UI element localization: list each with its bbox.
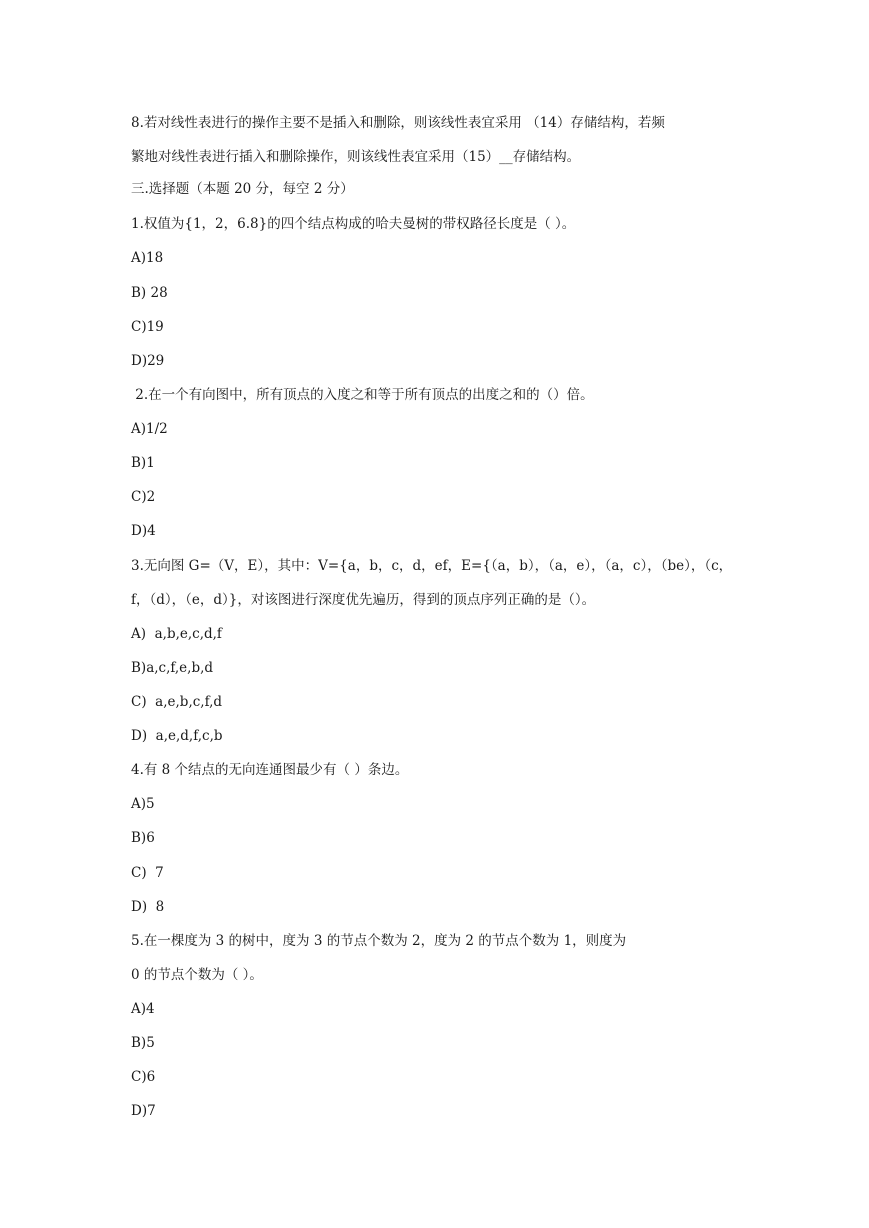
question-2-option-c: C)2 [131,489,156,505]
question-3-option-d: D) a,e,d,f,c,b [131,728,223,744]
question-5-option-c: C)6 [131,1069,156,1085]
section-title: 三.选择题（本题 20 分，每空 2 分） [131,181,354,197]
question-1-stem: 1.权值为{1，2，6.8}的四个结点构成的哈夫曼树的带权路径长度是（ ）。 [131,216,576,232]
question-1-option-a: A)18 [131,250,164,266]
question-5-stem-line-2: 0 的节点个数为（ ）。 [131,967,263,983]
question-3-stem-line-2: f，（d），（e，d）}，对该图进行深度优先遍历，得到的顶点序列正确的是（）。 [131,592,596,608]
question-5-stem-line-1: 5.在一棵度为 3 的树中，度为 3 的节点个数为 2，度为 2 的节点个数为 1，则度为 [131,933,627,949]
question-3-option-a: A) a,b,e,c,d,f [131,626,222,642]
question-4-option-a: A)5 [131,796,155,812]
question-1-option-c: C)19 [131,319,164,335]
question-3-stem-line-1: 3.无向图 G=（V，E），其中：V={a，b，c，d，ef，E={（a，b），（a，e），（a，c），（be），（c， [131,558,733,574]
question-4-option-d: D) 8 [131,899,165,915]
question-2-option-b: B)1 [131,455,155,471]
question-2-option-d: D)4 [131,523,156,539]
intro-line-2: 繁地对线性表进行插入和删除操作，则该线性表宜采用（15）__存储结构。 [131,149,581,165]
question-3-option-b: B)a,c,f,e,b,d [131,660,214,676]
question-4-stem: 4.有 8 个结点的无向连通图最少有（ ）条边。 [131,762,409,778]
question-5-option-d: D)7 [131,1103,156,1119]
question-4-option-c: C) 7 [131,865,164,881]
question-2-option-a: A)1/2 [131,421,168,437]
question-1-option-d: D)29 [131,353,165,369]
question-3-option-c: C) a,e,b,c,f,d [131,694,223,710]
question-2-stem: 2.在一个有向图中，所有顶点的入度之和等于所有顶点的出度之和的（）倍。 [131,387,594,403]
question-1-option-b: B) 28 [131,285,168,301]
question-5-option-b: B)5 [131,1035,155,1051]
question-4-option-b: B)6 [131,830,155,846]
intro-line-1: 8.若对线性表进行的操作主要不是插入和删除，则该线性表宜采用 （14）存储结构，若频 [131,115,665,131]
question-5-option-a: A)4 [131,1001,155,1017]
